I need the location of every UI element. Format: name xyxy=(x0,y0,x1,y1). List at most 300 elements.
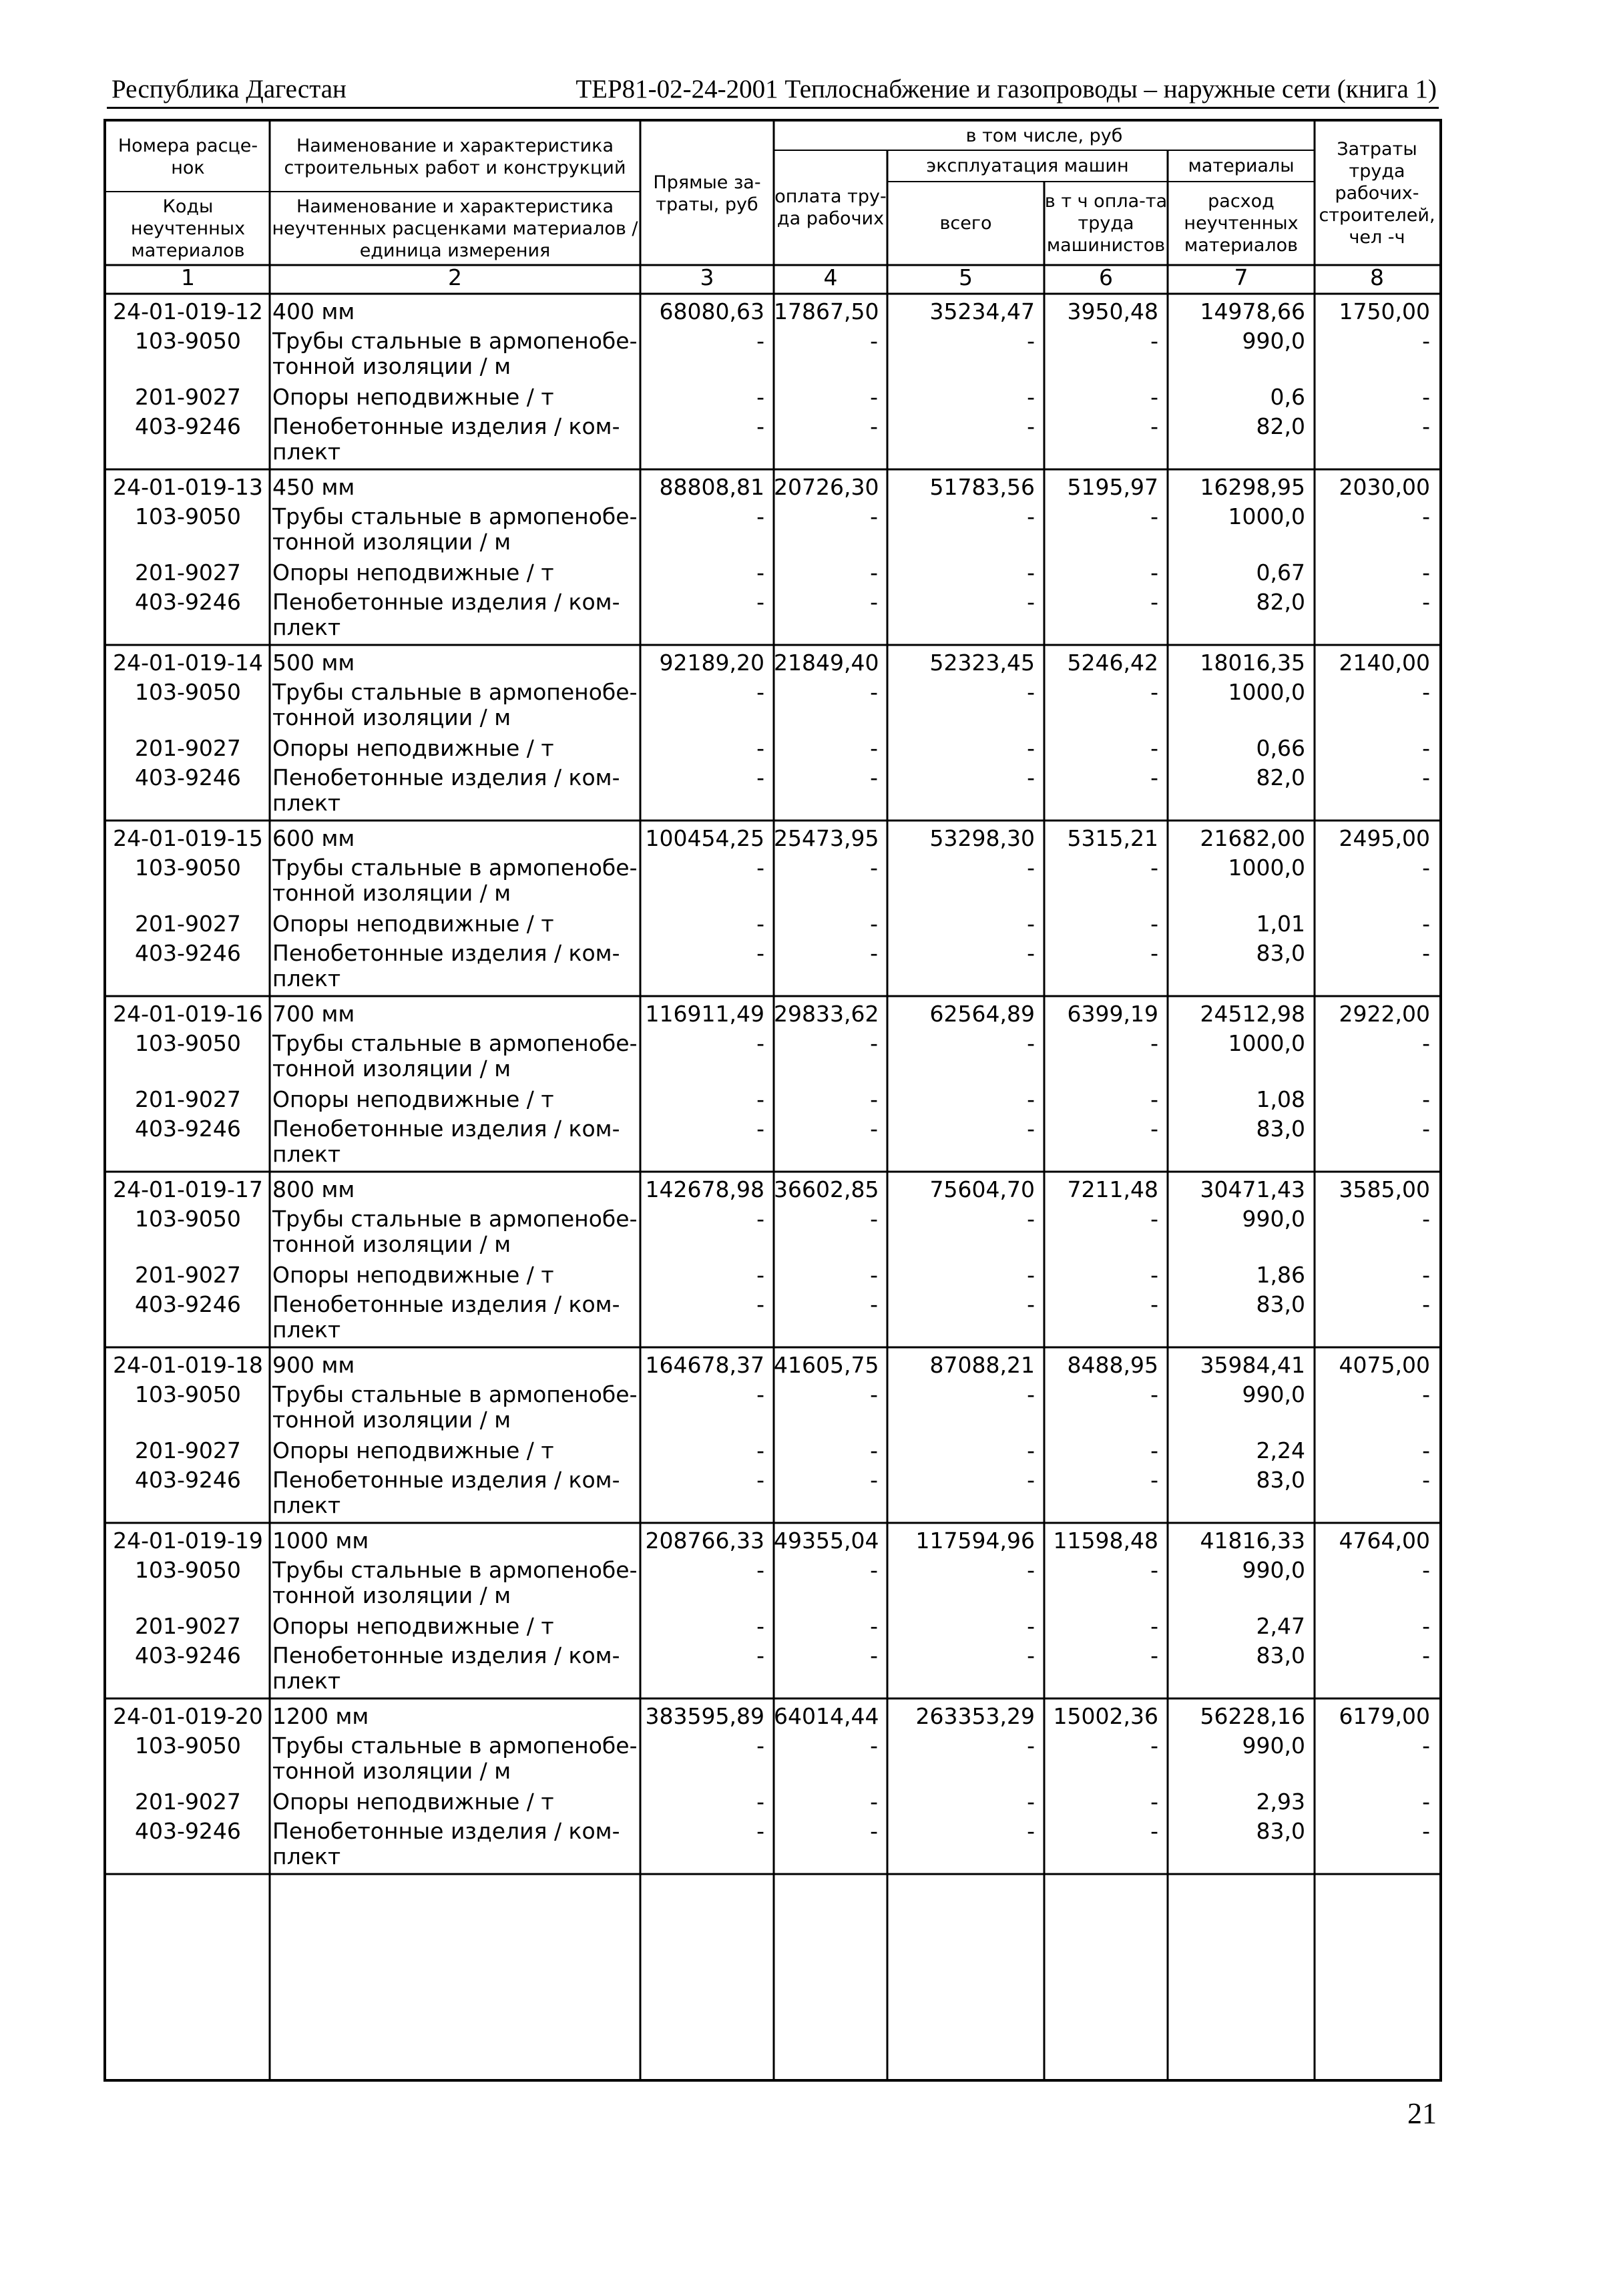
pipe-material-code: 103-9050 xyxy=(135,1557,241,1583)
dash-value: - xyxy=(870,1206,878,1232)
dash-value: - xyxy=(1422,1030,1430,1056)
block-material-name: Пенобетонные изделия / ком- xyxy=(272,1642,620,1668)
dash-value: - xyxy=(1027,384,1035,410)
dash-value: - xyxy=(1027,1818,1035,1844)
materials-cost: 35984,41 xyxy=(1200,1352,1305,1378)
block-material-name: Пенобетонные изделия / ком- xyxy=(272,1467,620,1493)
dash-value: - xyxy=(1027,764,1035,790)
header-rule xyxy=(107,107,1439,109)
block-material-qty: 83,0 xyxy=(1256,940,1305,966)
pipe-material-qty: 1000,0 xyxy=(1228,503,1305,529)
dash-value: - xyxy=(1422,911,1430,937)
dash-value: - xyxy=(756,1086,764,1112)
column-number: 6 xyxy=(1099,264,1113,290)
column-number: 4 xyxy=(823,264,838,290)
labor-pay: 20726,30 xyxy=(774,474,879,500)
dash-value: - xyxy=(1027,1291,1035,1317)
rate-code: 24-01-019-14 xyxy=(113,650,263,676)
rate-name: 900 мм xyxy=(272,1352,355,1378)
dash-value: - xyxy=(1027,1030,1035,1056)
block-material-name: плект xyxy=(272,1843,341,1869)
dash-value: - xyxy=(1150,1789,1158,1815)
machinists-pay: 15002,36 xyxy=(1053,1703,1158,1729)
col5-header: всего xyxy=(939,213,992,234)
pipe-material-name: тонной изоляции / м xyxy=(272,1407,511,1433)
dash-value: - xyxy=(1027,1116,1035,1142)
dash-value: - xyxy=(1422,1381,1430,1407)
dash-value: - xyxy=(1422,1086,1430,1112)
materials-cost: 30471,43 xyxy=(1200,1176,1305,1202)
col1-top-header: Номера расце-нок xyxy=(118,135,258,178)
pipe-material-name: Трубы стальные в армопенобе- xyxy=(272,503,638,529)
machines-cost: 52323,45 xyxy=(929,650,1035,676)
support-material-name: Опоры неподвижные / т xyxy=(272,1437,554,1463)
dash-value: - xyxy=(756,1381,764,1407)
rate-name: 1000 мм xyxy=(272,1528,369,1554)
dash-value: - xyxy=(756,679,764,705)
dash-value: - xyxy=(870,1291,878,1317)
pipe-material-name: Трубы стальные в армопенобе- xyxy=(272,328,638,354)
labor-pay: 36602,85 xyxy=(774,1176,879,1202)
block-material-qty: 83,0 xyxy=(1256,1291,1305,1317)
support-material-name: Опоры неподвижные / т xyxy=(272,1262,554,1288)
col3-header: Прямые за-траты, руб xyxy=(653,172,761,215)
machinists-pay: 5195,97 xyxy=(1067,474,1158,500)
dash-value: - xyxy=(870,503,878,529)
dash-value: - xyxy=(1150,589,1158,615)
block-material-name: плект xyxy=(272,965,341,991)
dash-value: - xyxy=(1150,940,1158,966)
machines-cost: 117594,96 xyxy=(915,1528,1035,1554)
dash-value: - xyxy=(756,735,764,761)
rates-table xyxy=(103,119,1442,2082)
dash-value: - xyxy=(1422,1262,1430,1288)
page-number: 21 xyxy=(1407,2097,1437,2130)
block-material-name: Пенобетонные изделия / ком- xyxy=(272,589,620,615)
block-material-name: плект xyxy=(272,1141,341,1167)
labor-hours: 1750,00 xyxy=(1339,298,1430,324)
dash-value: - xyxy=(1150,328,1158,354)
dash-value: - xyxy=(870,384,878,410)
col6-header: в т ч опла-та труда машинистов xyxy=(1044,191,1168,256)
dash-value: - xyxy=(1027,940,1035,966)
support-material-code: 201-9027 xyxy=(135,1613,241,1639)
block-material-code: 403-9246 xyxy=(135,413,241,439)
block-material-code: 403-9246 xyxy=(135,589,241,615)
pipe-material-code: 103-9050 xyxy=(135,503,241,529)
materials-cost: 16298,95 xyxy=(1200,474,1305,500)
support-material-name: Опоры неподвижные / т xyxy=(272,384,554,410)
dash-value: - xyxy=(1150,1613,1158,1639)
support-material-qty: 1,86 xyxy=(1256,1262,1305,1288)
pipe-material-name: тонной изоляции / м xyxy=(272,1758,511,1784)
dash-value: - xyxy=(1027,911,1035,937)
pipe-material-name: тонной изоляции / м xyxy=(272,704,511,730)
pipe-material-code: 103-9050 xyxy=(135,1206,241,1232)
pipe-material-qty: 1000,0 xyxy=(1228,1030,1305,1056)
support-material-qty: 0,6 xyxy=(1270,384,1305,410)
dash-value: - xyxy=(1027,855,1035,881)
dash-value: - xyxy=(1150,764,1158,790)
dash-value: - xyxy=(756,1642,764,1668)
support-material-name: Опоры неподвижные / т xyxy=(272,1086,554,1112)
dash-value: - xyxy=(870,1818,878,1844)
pipe-material-qty: 990,0 xyxy=(1242,1381,1305,1407)
labor-pay: 21849,40 xyxy=(774,650,879,676)
dash-value: - xyxy=(1422,384,1430,410)
pipe-material-code: 103-9050 xyxy=(135,1030,241,1056)
pipe-material-name: Трубы стальные в армопенобе- xyxy=(272,1206,638,1232)
pipe-material-qty: 990,0 xyxy=(1242,1206,1305,1232)
dash-value: - xyxy=(1150,1733,1158,1759)
pipe-material-code: 103-9050 xyxy=(135,1381,241,1407)
rate-name: 600 мм xyxy=(272,825,355,851)
col8-header: Затраты труда рабочих-строителей, чел -ч xyxy=(1319,139,1435,248)
dash-value: - xyxy=(1422,735,1430,761)
column-number: 5 xyxy=(959,264,973,290)
direct-cost: 68080,63 xyxy=(659,298,764,324)
machinists-pay: 3950,48 xyxy=(1067,298,1158,324)
support-material-code: 201-9027 xyxy=(135,559,241,586)
dash-value: - xyxy=(1150,1262,1158,1288)
block-material-name: плект xyxy=(272,790,341,816)
support-material-code: 201-9027 xyxy=(135,1789,241,1815)
block-material-name: Пенобетонные изделия / ком- xyxy=(272,940,620,966)
labor-pay: 25473,95 xyxy=(774,825,879,851)
dash-value: - xyxy=(1150,559,1158,586)
support-material-qty: 2,47 xyxy=(1256,1613,1305,1639)
rate-code: 24-01-019-15 xyxy=(113,825,263,851)
dash-value: - xyxy=(756,503,764,529)
machines-cost: 263353,29 xyxy=(915,1703,1035,1729)
block-material-qty: 82,0 xyxy=(1256,764,1305,790)
block-material-qty: 83,0 xyxy=(1256,1642,1305,1668)
labor-hours: 6179,00 xyxy=(1339,1703,1430,1729)
pipe-material-name: тонной изоляции / м xyxy=(272,1231,511,1257)
machinists-pay: 5315,21 xyxy=(1067,825,1158,851)
dash-value: - xyxy=(1150,1116,1158,1142)
dash-value: - xyxy=(756,1116,764,1142)
col7-header: расход неучтенных материалов xyxy=(1184,191,1299,256)
dash-value: - xyxy=(1422,503,1430,529)
support-material-name: Опоры неподвижные / т xyxy=(272,559,554,586)
dash-value: - xyxy=(870,328,878,354)
dash-value: - xyxy=(756,1437,764,1463)
dash-value: - xyxy=(1150,1291,1158,1317)
rate-name: 700 мм xyxy=(272,1001,355,1027)
document-title: ТЕР81-02-24-2001 Теплоснабжение и газопроводы – наружные сети (книга 1) xyxy=(575,75,1437,103)
pipe-material-code: 103-9050 xyxy=(135,855,241,881)
dash-value: - xyxy=(870,764,878,790)
labor-pay: 64014,44 xyxy=(774,1703,879,1729)
machines-cost: 75604,70 xyxy=(929,1176,1035,1202)
dash-value: - xyxy=(1150,855,1158,881)
col2-bottom-header: Наименование и характеристика неучтенных расценками материалов / единица измерения xyxy=(272,196,638,261)
dash-value: - xyxy=(870,1381,878,1407)
pipe-material-name: Трубы стальные в армопенобе- xyxy=(272,1030,638,1056)
dash-value: - xyxy=(756,940,764,966)
dash-value: - xyxy=(1027,328,1035,354)
dash-value: - xyxy=(756,855,764,881)
support-material-code: 201-9027 xyxy=(135,735,241,761)
dash-value: - xyxy=(1422,559,1430,586)
dash-value: - xyxy=(1422,1291,1430,1317)
block-material-name: Пенобетонные изделия / ком- xyxy=(272,1818,620,1844)
pipe-material-name: Трубы стальные в армопенобе- xyxy=(272,679,638,705)
block-material-code: 403-9246 xyxy=(135,1116,241,1142)
rate-code: 24-01-019-16 xyxy=(113,1001,263,1027)
dash-value: - xyxy=(870,940,878,966)
dash-value: - xyxy=(756,911,764,937)
support-material-name: Опоры неподвижные / т xyxy=(272,1613,554,1639)
support-material-code: 201-9027 xyxy=(135,911,241,937)
dash-value: - xyxy=(756,1291,764,1317)
col4-header: оплата тру-да рабочих xyxy=(774,186,887,229)
dash-value: - xyxy=(1150,911,1158,937)
dash-value: - xyxy=(1150,1206,1158,1232)
rate-code: 24-01-019-20 xyxy=(113,1703,263,1729)
support-material-qty: 1,01 xyxy=(1256,911,1305,937)
materials-cost: 56228,16 xyxy=(1200,1703,1305,1729)
support-material-code: 201-9027 xyxy=(135,1262,241,1288)
dash-value: - xyxy=(870,855,878,881)
pipe-material-qty: 990,0 xyxy=(1242,1557,1305,1583)
dash-value: - xyxy=(870,589,878,615)
dash-value: - xyxy=(756,1467,764,1493)
pipe-material-qty: 990,0 xyxy=(1242,328,1305,354)
support-material-qty: 2,93 xyxy=(1256,1789,1305,1815)
machines-cost: 87088,21 xyxy=(929,1352,1035,1378)
block-material-qty: 83,0 xyxy=(1256,1818,1305,1844)
dash-value: - xyxy=(870,1030,878,1056)
dash-value: - xyxy=(1027,1381,1035,1407)
pipe-material-qty: 1000,0 xyxy=(1228,679,1305,705)
block-material-name: плект xyxy=(272,1668,341,1694)
direct-cost: 116911,49 xyxy=(645,1001,764,1027)
dash-value: - xyxy=(870,1116,878,1142)
dash-value: - xyxy=(1422,1116,1430,1142)
dash-value: - xyxy=(1422,328,1430,354)
block-material-name: плект xyxy=(272,1492,341,1518)
support-material-qty: 0,67 xyxy=(1256,559,1305,586)
dash-value: - xyxy=(1150,503,1158,529)
col2-top-header: Наименование и характеристика строительных работ и конструкций xyxy=(284,135,626,178)
dash-value: - xyxy=(756,1818,764,1844)
dash-value: - xyxy=(1150,1086,1158,1112)
block-material-name: Пенобетонные изделия / ком- xyxy=(272,1116,620,1142)
dash-value: - xyxy=(756,1262,764,1288)
dash-value: - xyxy=(1027,589,1035,615)
dash-value: - xyxy=(756,384,764,410)
dash-value: - xyxy=(756,1206,764,1232)
materials-cost: 14978,66 xyxy=(1200,298,1305,324)
dash-value: - xyxy=(1150,1437,1158,1463)
block-material-name: Пенобетонные изделия / ком- xyxy=(272,1291,620,1317)
dash-value: - xyxy=(870,1437,878,1463)
direct-cost: 164678,37 xyxy=(645,1352,764,1378)
labor-pay: 49355,04 xyxy=(774,1528,879,1554)
dash-value: - xyxy=(1422,679,1430,705)
page-header xyxy=(111,72,1437,107)
dash-value: - xyxy=(1422,1789,1430,1815)
direct-cost: 208766,33 xyxy=(645,1528,764,1554)
dash-value: - xyxy=(1027,1733,1035,1759)
pipe-material-code: 103-9050 xyxy=(135,328,241,354)
dash-value: - xyxy=(1027,1206,1035,1232)
dash-value: - xyxy=(1150,1557,1158,1583)
dash-value: - xyxy=(1422,413,1430,439)
dash-value: - xyxy=(1027,1789,1035,1815)
dash-value: - xyxy=(1027,1437,1035,1463)
block-material-code: 403-9246 xyxy=(135,1818,241,1844)
rate-name: 1200 мм xyxy=(272,1703,369,1729)
dash-value: - xyxy=(1422,1818,1430,1844)
col1-bottom-header: Коды неучтенных материалов xyxy=(130,196,246,261)
rate-code: 24-01-019-12 xyxy=(113,298,263,324)
dash-value: - xyxy=(1150,1381,1158,1407)
region-label: Республика Дагестан xyxy=(111,75,346,103)
block-material-qty: 82,0 xyxy=(1256,413,1305,439)
machinists-pay: 5246,42 xyxy=(1067,650,1158,676)
support-material-code: 201-9027 xyxy=(135,384,241,410)
support-material-code: 201-9027 xyxy=(135,1437,241,1463)
labor-hours: 3585,00 xyxy=(1339,1176,1430,1202)
direct-cost: 88808,81 xyxy=(659,474,764,500)
dash-value: - xyxy=(1150,1818,1158,1844)
dash-value: - xyxy=(1422,1206,1430,1232)
block-material-code: 403-9246 xyxy=(135,764,241,790)
dash-value: - xyxy=(1422,1557,1430,1583)
labor-hours: 2140,00 xyxy=(1339,650,1430,676)
column-number: 1 xyxy=(181,264,195,290)
dash-value: - xyxy=(870,679,878,705)
rate-name: 450 мм xyxy=(272,474,355,500)
dash-value: - xyxy=(756,589,764,615)
pipe-material-code: 103-9050 xyxy=(135,1733,241,1759)
dash-value: - xyxy=(756,328,764,354)
labor-hours: 2495,00 xyxy=(1339,825,1430,851)
dash-value: - xyxy=(1027,559,1035,586)
support-material-name: Опоры неподвижные / т xyxy=(272,735,554,761)
labor-hours: 4764,00 xyxy=(1339,1528,1430,1554)
dash-value: - xyxy=(1150,1642,1158,1668)
machinists-pay: 6399,19 xyxy=(1067,1001,1158,1027)
block-material-qty: 82,0 xyxy=(1256,589,1305,615)
block-material-name: Пенобетонные изделия / ком- xyxy=(272,764,620,790)
labor-pay: 29833,62 xyxy=(774,1001,879,1027)
pipe-material-name: Трубы стальные в армопенобе- xyxy=(272,1381,638,1407)
dash-value: - xyxy=(1027,1262,1035,1288)
dash-value: - xyxy=(756,1613,764,1639)
block-material-name: плект xyxy=(272,439,341,465)
dash-value: - xyxy=(756,1030,764,1056)
labor-pay: 41605,75 xyxy=(774,1352,879,1378)
dash-value: - xyxy=(870,1557,878,1583)
block-material-name: Пенобетонные изделия / ком- xyxy=(272,413,620,439)
dash-value: - xyxy=(1422,1642,1430,1668)
machines-cost: 62564,89 xyxy=(929,1001,1035,1027)
block-material-code: 403-9246 xyxy=(135,940,241,966)
block-material-name: плект xyxy=(272,1317,341,1343)
support-material-qty: 1,08 xyxy=(1256,1086,1305,1112)
rate-code: 24-01-019-18 xyxy=(113,1352,263,1378)
dash-value: - xyxy=(870,1262,878,1288)
rate-code: 24-01-019-17 xyxy=(113,1176,263,1202)
dash-value: - xyxy=(756,1733,764,1759)
dash-value: - xyxy=(756,559,764,586)
dash-value: - xyxy=(1150,1030,1158,1056)
dash-value: - xyxy=(870,1642,878,1668)
direct-cost: 142678,98 xyxy=(645,1176,764,1202)
group-label-header: в том числе, руб xyxy=(965,126,1123,146)
dash-value: - xyxy=(870,1086,878,1112)
pipe-material-name: Трубы стальные в армопенобе- xyxy=(272,1557,638,1583)
dash-value: - xyxy=(870,1467,878,1493)
materials-label-header: материалы xyxy=(1188,156,1295,176)
pipe-material-code: 103-9050 xyxy=(135,679,241,705)
rate-name: 800 мм xyxy=(272,1176,355,1202)
block-material-qty: 83,0 xyxy=(1256,1467,1305,1493)
dash-value: - xyxy=(1027,1086,1035,1112)
pipe-material-name: тонной изоляции / м xyxy=(272,880,511,906)
dash-value: - xyxy=(1422,1467,1430,1493)
column-number: 2 xyxy=(448,264,462,290)
support-material-name: Опоры неподвижные / т xyxy=(272,1789,554,1815)
rate-code: 24-01-019-19 xyxy=(113,1528,263,1554)
dash-value: - xyxy=(870,1613,878,1639)
dash-value: - xyxy=(870,413,878,439)
dash-value: - xyxy=(1027,679,1035,705)
dash-value: - xyxy=(870,911,878,937)
dash-value: - xyxy=(756,1789,764,1815)
dash-value: - xyxy=(1150,1467,1158,1493)
machines-cost: 53298,30 xyxy=(929,825,1035,851)
support-material-name: Опоры неподвижные / т xyxy=(272,911,554,937)
machinists-pay: 7211,48 xyxy=(1067,1176,1158,1202)
dash-value: - xyxy=(1150,735,1158,761)
rate-name: 400 мм xyxy=(272,298,355,324)
pipe-material-name: тонной изоляции / м xyxy=(272,353,511,379)
dash-value: - xyxy=(1027,735,1035,761)
labor-hours: 2922,00 xyxy=(1339,1001,1430,1027)
rate-code: 24-01-019-13 xyxy=(113,474,263,500)
direct-cost: 383595,89 xyxy=(645,1703,764,1729)
materials-cost: 24512,98 xyxy=(1200,1001,1305,1027)
block-material-code: 403-9246 xyxy=(135,1291,241,1317)
dash-value: - xyxy=(756,764,764,790)
dash-value: - xyxy=(1422,1613,1430,1639)
block-material-qty: 83,0 xyxy=(1256,1116,1305,1142)
direct-cost: 100454,25 xyxy=(645,825,764,851)
materials-cost: 18016,35 xyxy=(1200,650,1305,676)
support-material-code: 201-9027 xyxy=(135,1086,241,1112)
dash-value: - xyxy=(870,735,878,761)
machinists-pay: 8488,95 xyxy=(1067,1352,1158,1378)
dash-value: - xyxy=(756,1557,764,1583)
machines-label-header: эксплуатация машин xyxy=(926,156,1129,176)
column-number: 7 xyxy=(1234,264,1248,290)
dash-value: - xyxy=(1027,503,1035,529)
pipe-material-qty: 1000,0 xyxy=(1228,855,1305,881)
block-material-name: плект xyxy=(272,614,341,640)
materials-cost: 41816,33 xyxy=(1200,1528,1305,1554)
support-material-qty: 2,24 xyxy=(1256,1437,1305,1463)
dash-value: - xyxy=(1150,679,1158,705)
dash-value: - xyxy=(1422,589,1430,615)
dash-value: - xyxy=(870,559,878,586)
dash-value: - xyxy=(1027,1557,1035,1583)
machines-cost: 51783,56 xyxy=(929,474,1035,500)
